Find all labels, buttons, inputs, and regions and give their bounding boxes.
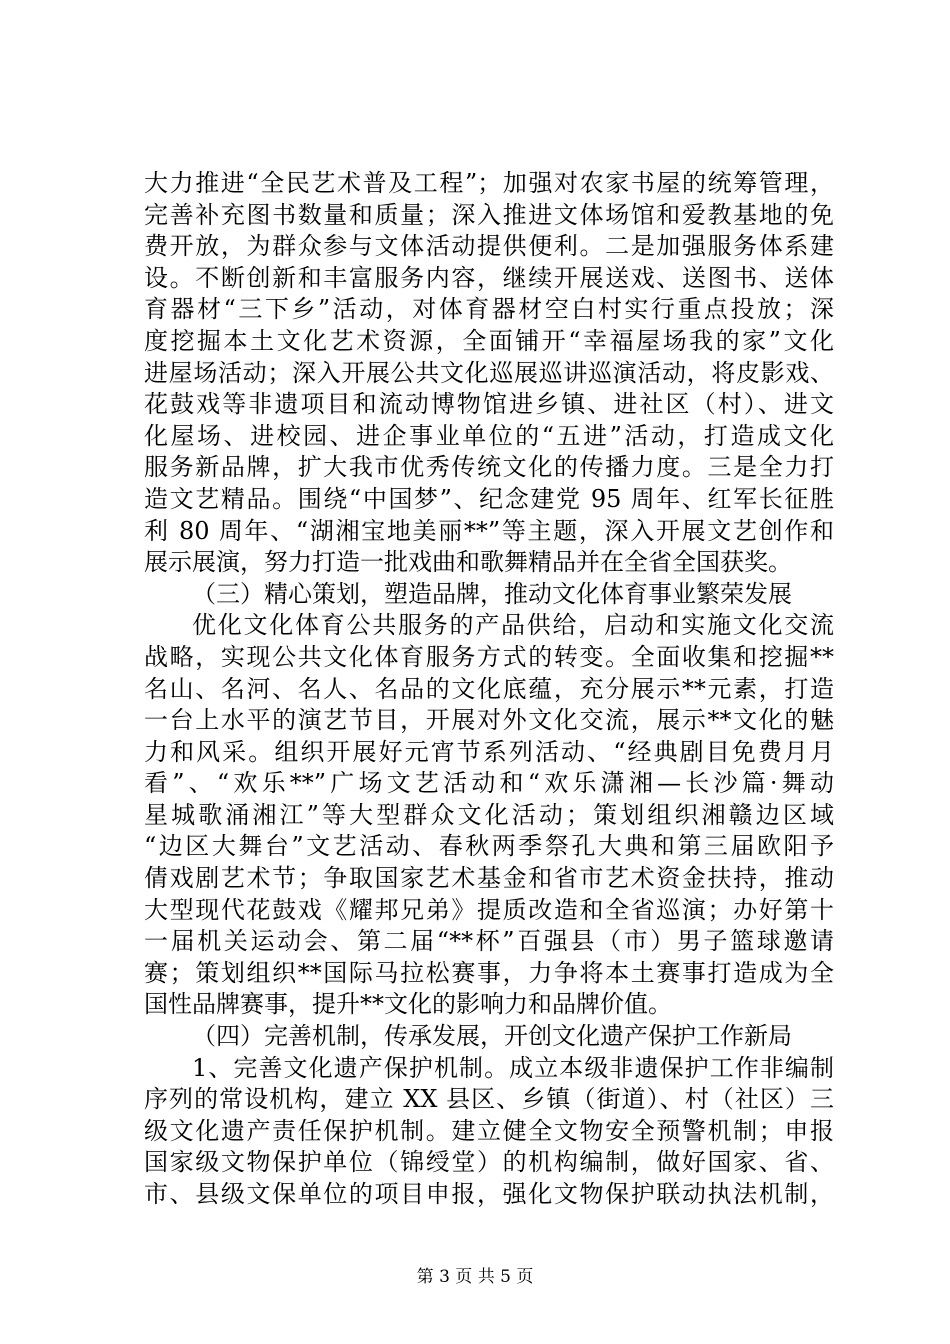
text-line: 名山、名河、名人、名品的文化底蕴，充分展示**元素，打造: [144, 674, 834, 703]
document-body: [144, 168, 834, 1211]
text-line: “边区大舞台”文艺活动、春秋两季祭孔大典和第三届欧阳予: [144, 832, 834, 861]
text-line: 级文化遗产责任保护机制。建立健全文物安全预警机制；申报: [144, 1116, 834, 1145]
text-line: 进屋场活动；深入开展公共文化巡展巡讲巡演活动，将皮影戏、: [144, 358, 834, 387]
text-line: 完善补充图书数量和质量；深入推进文体场馆和爱教基地的免: [144, 200, 834, 229]
text-line: 服务新品牌，扩大我市优秀传统文化的传播力度。三是全力打: [144, 453, 834, 482]
text-line: （三）精心策划，塑造品牌，推动文化体育事业繁荣发展: [192, 579, 792, 608]
text-line: 大力推进“全民艺术普及工程”；加强对农家书屋的统筹管理，: [144, 169, 834, 197]
text-line: 力和风采。组织开展好元宵节系列活动、“经典剧目免费月月: [144, 737, 834, 766]
text-line: 倩戏剧艺术节；争取国家艺术基金和省市艺术资金扶持，推动: [144, 864, 834, 893]
text-line: 赛；策划组织**国际马拉松赛事，力争将本土赛事打造成为全: [144, 958, 834, 987]
text-line: 造文艺精品。围绕“中国梦”、纪念建党 95 周年、红军长征胜: [144, 484, 834, 513]
text-line: 一届机关运动会、第二届“**杯”百强县（市）男子篮球邀请: [144, 927, 834, 956]
text-line: 花鼓戏等非遗项目和流动博物馆进乡镇、进社区（村）、进文: [144, 390, 834, 419]
text-line: 市、县级文保单位的项目申报，强化文物保护联动执法机制，: [144, 1180, 834, 1208]
text-line: 大型现代花鼓戏《耀邦兄弟》提质改造和全省巡演；办好第十: [144, 895, 834, 924]
text-line: 育器材“三下乡”活动，对体育器材空白村实行重点投放；深: [144, 295, 834, 324]
text-line: 展示展演，努力打造一批戏曲和歌舞精品并在全省全国获奖。: [144, 548, 792, 577]
text-line: 优化文化体育公共服务的产品供给，启动和实施文化交流: [192, 611, 834, 640]
text-line: 国性品牌赛事，提升**文化的影响力和品牌价值。: [144, 990, 672, 1019]
text-line: 战略，实现公共文化体育服务方式的转变。全面收集和挖掘**: [144, 642, 834, 671]
text-line: 费开放，为群众参与文体活动提供便利。二是加强服务体系建: [144, 232, 834, 261]
text-line: 国家级文物保护单位（锦绶堂）的机构编制，做好国家、省、: [144, 1148, 834, 1177]
page-footer: 第 3 页 共 5 页: [416, 1267, 534, 1287]
text-line: 一台上水平的演艺节目，开展对外文化交流，展示**文化的魅: [144, 706, 834, 735]
text-line: 化屋场、进校园、进企事业单位的“五进”活动，打造成文化: [144, 421, 834, 450]
text-line: 设。不断创新和丰富服务内容，继续开展送戏、送图书、送体: [144, 263, 834, 292]
text-line: 度挖掘本土文化艺术资源，全面铺开“幸福屋场我的家”文化: [144, 326, 834, 355]
text-line: 序列的常设机构，建立 XX 县区、乡镇（街道）、村（社区）三: [144, 1085, 834, 1114]
text-line: 星城歌涌湘江”等大型群众文化活动；策划组织湘赣边区域: [144, 800, 834, 829]
text-line: 利 80 周年、“湖湘宝地美丽**”等主题，深入开展文艺创作和: [144, 516, 834, 545]
text-line: 1、完善文化遗产保护机制。成立本级非遗保护工作非编制: [192, 1053, 834, 1082]
text-line: 看”、“欢乐**”广场文艺活动和“欢乐潇湘—长沙篇·舞动: [144, 769, 834, 798]
text-line: （四）完善机制，传承发展，开创文化遗产保护工作新局: [192, 1022, 792, 1051]
